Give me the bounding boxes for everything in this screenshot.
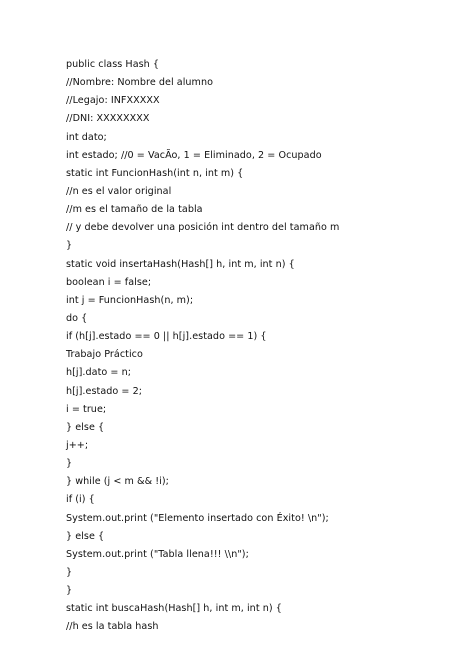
- code-line: }: [66, 458, 73, 470]
- code-line: int j = FuncionHash(n, m);: [66, 294, 194, 306]
- code-line: if (i) {: [66, 494, 95, 506]
- code-line: //m es el tamaño de la tabla: [66, 204, 203, 216]
- code-line: do {: [66, 312, 88, 324]
- code-line: //h es la tabla hash: [66, 621, 159, 633]
- code-line: // y debe devolver una posición int dentro del tamaño m: [66, 222, 340, 234]
- code-line: //DNI: XXXXXXXX: [66, 113, 150, 125]
- code-line: int estado; //0 = VacÃo, 1 = Eliminado, 2 = Ocupado: [66, 149, 322, 161]
- code-line: i = true;: [66, 403, 107, 415]
- code-line: j++;: [66, 439, 89, 451]
- code-line: //Nombre: Nombre del alumno: [66, 77, 214, 89]
- code-line: boolean i = false;: [66, 276, 152, 288]
- code-line: public class Hash {: [66, 59, 160, 70]
- code-line: } else {: [66, 530, 105, 542]
- code-line: h[j].estado = 2;: [66, 385, 143, 397]
- code-line: System.out.print ("Tabla llena!!! \\n");: [66, 548, 249, 560]
- code-line: }: [66, 566, 73, 578]
- code-line: static void insertaHash(Hash[] h, int m, int n) {: [66, 258, 295, 270]
- code-line: static int FuncionHash(int n, int m) {: [66, 167, 244, 179]
- code-line: Trabajo Práctico: [66, 349, 143, 361]
- code-line: System.out.print ("Elemento insertado con Éxito! \n");: [66, 512, 329, 524]
- code-listing: [66, 56, 466, 637]
- code-line: //Legajo: INFXXXXX: [66, 95, 160, 107]
- code-line: if (h[j].estado == 0 || h[j].estado == 1) {: [66, 331, 267, 343]
- code-line: h[j].dato = n;: [66, 367, 132, 379]
- code-line: }: [66, 240, 73, 252]
- code-line: static int buscaHash(Hash[] h, int m, int n) {: [66, 603, 282, 615]
- code-line: } else {: [66, 421, 105, 433]
- code-line: }: [66, 585, 73, 597]
- code-line: //n es el valor original: [66, 185, 172, 197]
- code-line: int dato;: [66, 131, 107, 143]
- code-line: } while (j < m && !i);: [66, 476, 169, 488]
